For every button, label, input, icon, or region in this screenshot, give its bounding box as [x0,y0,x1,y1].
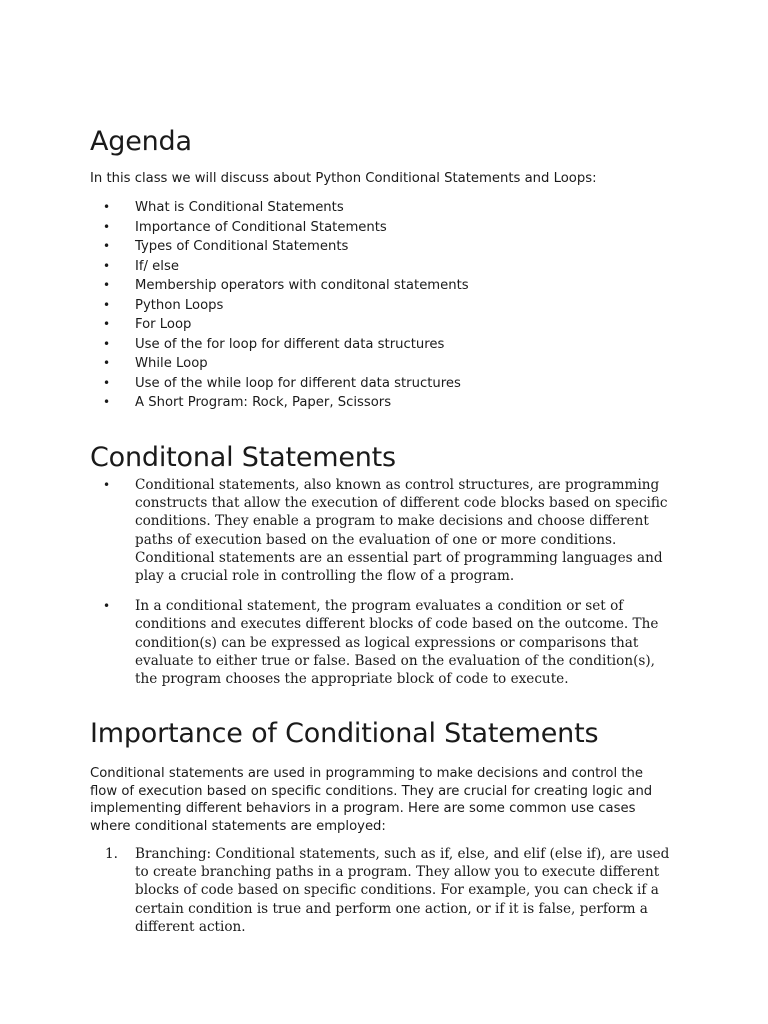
agenda-list [90,198,469,413]
agenda-item: • While Loop [90,354,469,374]
list-item-number: 1. [105,846,118,862]
agenda-intro: In this class we will discuss about Python Conditional Statements and Loops: [90,171,597,186]
conditional-heading: Conditonal Statements [90,442,396,473]
agenda-item: • A Short Program: Rock, Paper, Scissors [90,393,469,413]
list-item-text: Branching: Conditional statements, such as if, else, and elif (else if), are used to create branching paths in a program. They allow you to execute different blocks of code based on specific conditions. For example, you can check if a certain condition is true and perform one action, or if it is false, perform a different action. [135,846,670,935]
agenda-item: • Python Loops [90,296,469,316]
agenda-item: • Use of the for loop for different data structures [90,335,469,355]
agenda-item: • What is Conditional Statements [90,198,469,218]
conditional-bullet: • Conditional statements, also known as control structures, are programming constructs that allow the execution of different code blocks based on specific conditions. They enable a program to make decisions and choose different paths of execution based on the evaluation of one or more conditions. Conditional statements are an essential part of programming languages and play a crucial role in controlling the flow of a program. [90,476,680,585]
importance-heading: Importance of Conditional Statements [90,718,599,749]
agenda-item: • Types of Conditional Statements [90,237,469,257]
agenda-item: • Membership operators with conditonal statements [90,276,469,296]
agenda-item: • For Loop [90,315,469,335]
agenda-heading: Agenda [90,126,192,157]
agenda-item: • Importance of Conditional Statements [90,218,469,238]
importance-list-item [90,845,680,936]
importance-paragraph: Conditional statements are used in programming to make decisions and control the flow of execution based on specific conditions. They are crucial for creating logic and implementing different behaviors in a program. Here are some common use cases where conditional statements are employed: [90,766,653,834]
conditional-bullet: • In a conditional statement, the program evaluates a condition or set of conditions and executes different blocks of code based on the outcome. The condition(s) can be expressed as logical expressions or comparisons that evaluate to either true or false. Based on the evaluation of the condition(s), the program chooses the appropriate block of code to execute. [90,597,680,688]
agenda-item: • Use of the while loop for different data structures [90,374,469,394]
conditional-bullet-list [90,476,680,688]
agenda-item: • If/ else [90,257,469,277]
importance-numbered-list [90,845,680,936]
